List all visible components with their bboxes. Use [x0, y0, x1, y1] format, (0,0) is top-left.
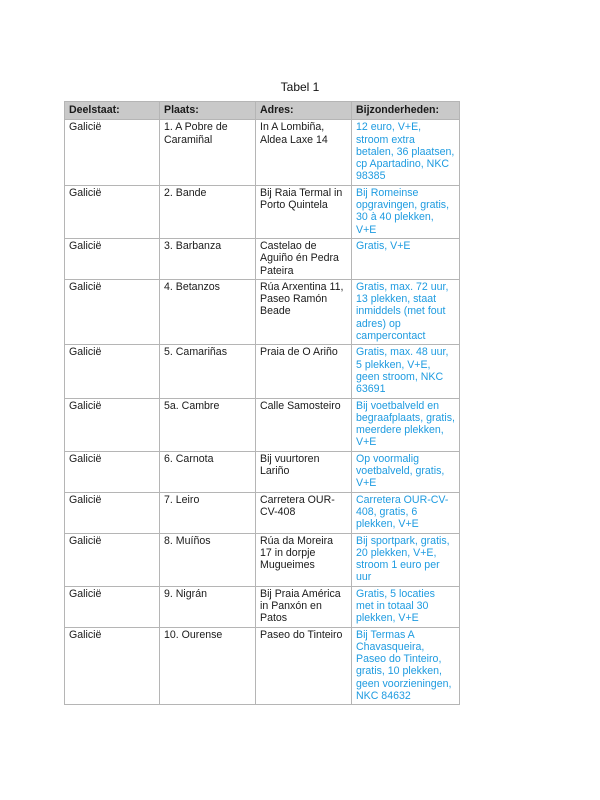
cell-place: 3. Barbanza [160, 238, 256, 279]
cell-details: Bij Termas A Chavasqueira, Paseo do Tinteiro, gratis, 10 plekken, geen voorzieningen, NKC 84632 [352, 627, 460, 705]
cell-address: In A Lombiña, Aldea Laxe 14 [256, 120, 352, 185]
table-caption: Tabel 1 [280, 80, 320, 94]
cell-details: Bij sportpark, gratis, 20 plekken, V+E, stroom 1 euro per uur [352, 533, 460, 586]
cell-place: 4. Betanzos [160, 279, 256, 344]
cell-state: Galicië [65, 120, 160, 185]
cell-place: 9. Nigrán [160, 586, 256, 627]
cell-place: 2. Bande [160, 185, 256, 238]
header-state: Deelstaat: [65, 102, 160, 120]
table-row [65, 533, 460, 586]
cell-address: Rúa Arxentina 11, Paseo Ramón Beade [256, 279, 352, 344]
table-row [65, 627, 460, 705]
cell-state: Galicië [65, 492, 160, 533]
cell-details: 12 euro, V+E, stroom extra betalen, 36 plaatsen, cp Apartadino, NKC 98385 [352, 120, 460, 185]
cell-place: 5a. Cambre [160, 398, 256, 451]
cell-details: Gratis, V+E [352, 238, 460, 279]
cell-address: Bij vuurtoren Lariño [256, 451, 352, 492]
table-row [65, 120, 460, 185]
table-row [65, 238, 460, 279]
cell-details: Gratis, 5 locaties met in totaal 30 plekken, V+E [352, 586, 460, 627]
table-row [65, 185, 460, 238]
cell-details: Carretera OUR-CV-408, gratis, 6 plekken, V+E [352, 492, 460, 533]
header-place: Plaats: [160, 102, 256, 120]
cell-details: Bij Romeinse opgravingen, gratis, 30 à 40 plekken, V+E [352, 185, 460, 238]
cell-address: Praia de O Ariño [256, 345, 352, 398]
table-row [65, 492, 460, 533]
cell-place: 7. Leiro [160, 492, 256, 533]
cell-state: Galicië [65, 398, 160, 451]
cell-place: 10. Ourense [160, 627, 256, 705]
cell-details: Gratis, max. 48 uur, 5 plekken, V+E, geen stroom, NKC 63691 [352, 345, 460, 398]
cell-address: Bij Praia América in Panxón en Patos [256, 586, 352, 627]
cell-state: Galicië [65, 238, 160, 279]
cell-address: Bij Raia Termal in Porto Quintela [256, 185, 352, 238]
cell-address: Rúa da Moreira 17 in dorpje Mugueimes [256, 533, 352, 586]
table-row [65, 279, 460, 344]
cell-details: Op voormalig voetbalveld, gratis, V+E [352, 451, 460, 492]
cell-state: Galicië [65, 586, 160, 627]
cell-place: 6. Carnota [160, 451, 256, 492]
cell-address: Paseo do Tinteiro [256, 627, 352, 705]
cell-address: Castelao de Aguiño én Pedra Pateira [256, 238, 352, 279]
cell-state: Galicië [65, 533, 160, 586]
cell-place: 8. Muíños [160, 533, 256, 586]
cell-address: Calle Samosteiro [256, 398, 352, 451]
table-row [65, 398, 460, 451]
cell-details: Bij voetbalveld en begraafplaats, gratis, meerdere plekken, V+E [352, 398, 460, 451]
table-row [65, 586, 460, 627]
cell-details: Gratis, max. 72 uur, 13 plekken, staat inmiddels (met fout adres) op campercontact [352, 279, 460, 344]
cell-state: Galicië [65, 451, 160, 492]
header-details: Bijzonderheden: [352, 102, 460, 120]
cell-state: Galicië [65, 627, 160, 705]
table-row [65, 345, 460, 398]
cell-place: 5. Camariñas [160, 345, 256, 398]
cell-state: Galicië [65, 185, 160, 238]
table-row [65, 451, 460, 492]
cell-place: 1. A Pobre de Caramiñal [160, 120, 256, 185]
table-header-row [65, 102, 460, 120]
camper-locations-table [64, 101, 460, 705]
cell-state: Galicië [65, 279, 160, 344]
cell-state: Galicië [65, 345, 160, 398]
cell-address: Carretera OUR-CV-408 [256, 492, 352, 533]
header-address: Adres: [256, 102, 352, 120]
